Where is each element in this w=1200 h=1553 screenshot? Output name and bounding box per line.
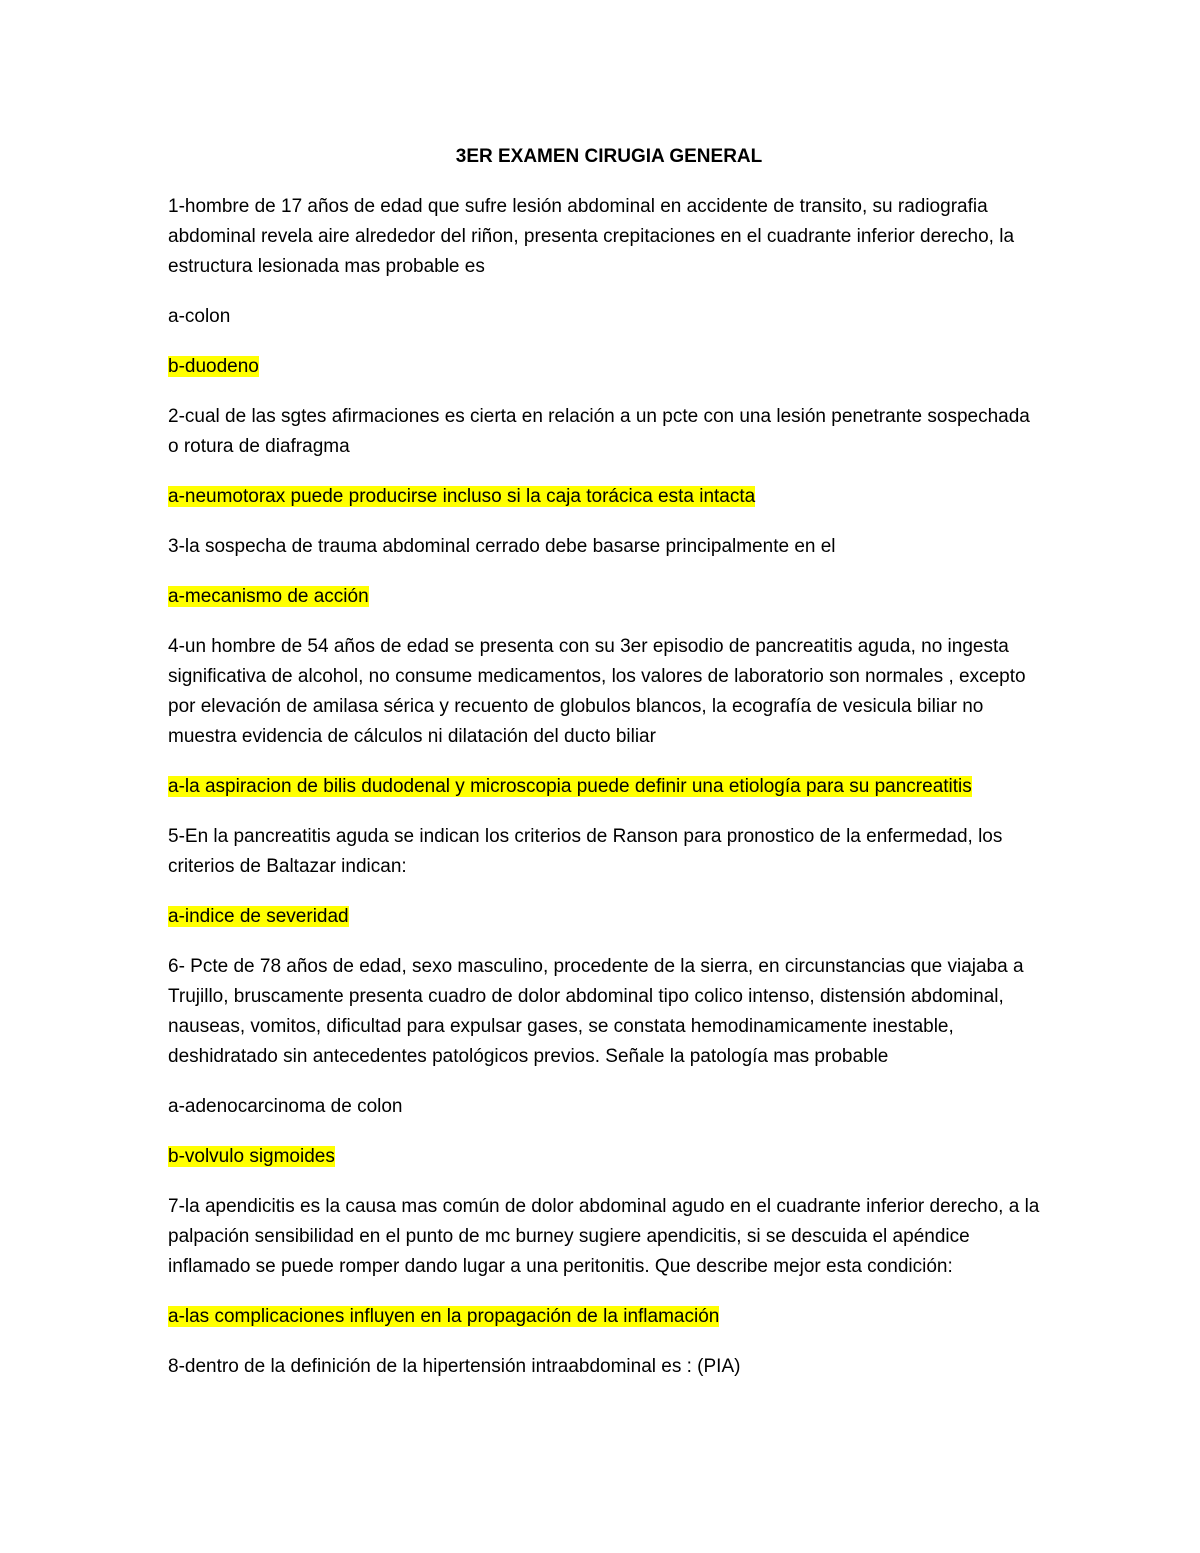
question-5-text: 5-En la pancreatitis aguda se indican los criterios de Ranson para pronostico de la enfermedad, los criterios de Baltazar indican: bbox=[168, 826, 1003, 877]
answer-highlight: a-indice de severidad bbox=[168, 906, 349, 927]
question-2-option-a-answer bbox=[168, 482, 1040, 512]
answer-highlight: a-la aspiracion de bilis dudodenal y microscopia puede definir una etiología para su pancreatitis bbox=[168, 776, 972, 797]
question-3-option-a-answer bbox=[168, 582, 1040, 612]
question-2-text: 2-cual de las sgtes afirmaciones es cierta en relación a un pcte con una lesión penetrante sospechada o rotura de diafragma bbox=[168, 406, 1030, 457]
answer-highlight: a-neumotorax puede producirse incluso si la caja torácica esta intacta bbox=[168, 486, 756, 507]
question-7-text: 7-la apendicitis es la causa mas común de dolor abdominal agudo en el cuadrante inferior derecho, a la palpación sensibilidad en el punto de mc burney sugiere apendicitis, si se descuida el apéndice inflamado se puede romper dando lugar a una peritonitis. Que describe mejor esta condición: bbox=[168, 1196, 1040, 1277]
question-4-text: 4-un hombre de 54 años de edad se presenta con su 3er episodio de pancreatitis aguda, no ingesta significativa de alcohol, no consume medicamentos, los valores de laboratorio son normales , excepto por elevación de amilasa sérica y recuento de globulos blancos, la ecografía de vesicula biliar no muestra evidencia de cálculos ni dilatación del ducto biliar bbox=[168, 636, 1026, 747]
answer-highlight: a-las complicaciones influyen en la propagación de la inflamación bbox=[168, 1306, 720, 1327]
question-1-option-b-answer bbox=[168, 352, 1040, 382]
answer-highlight: a-mecanismo de acción bbox=[168, 586, 369, 607]
question-6-option-a: a-adenocarcinoma de colon bbox=[168, 1096, 403, 1117]
question-4-option-a-answer bbox=[168, 772, 1040, 802]
question-5-option-a-answer bbox=[168, 902, 1040, 932]
question-8-text: 8-dentro de la definición de la hipertensión intraabdominal es : (PIA) bbox=[168, 1356, 741, 1377]
answer-highlight: b-duodeno bbox=[168, 356, 259, 377]
question-6-option-b-answer bbox=[168, 1142, 1040, 1172]
question-1-option-a: a-colon bbox=[168, 306, 231, 327]
question-1-text: 1-hombre de 17 años de edad que sufre lesión abdominal en accidente de transito, su radiografia abdominal revela aire alrededor del riñon, presenta crepitaciones en el cuadrante inferior derecho, la estructura lesionada mas probable es bbox=[168, 196, 1015, 277]
answer-highlight: b-volvulo sigmoides bbox=[168, 1146, 335, 1167]
question-3-text: 3-la sospecha de trauma abdominal cerrado debe basarse principalmente en el bbox=[168, 536, 836, 557]
question-7-option-a-answer bbox=[168, 1302, 1040, 1332]
question-6-text: 6- Pcte de 78 años de edad, sexo masculino, procedente de la sierra, en circunstancias que viajaba a Trujillo, bruscamente presenta cuadro de dolor abdominal tipo colico intenso, distensión abdominal, nauseas, vomitos, dificultad para expulsar gases, se constata hemodinamicamente inestable, deshidratado sin antecedentes patológicos previos. Señale la patología mas probable bbox=[168, 956, 1024, 1067]
document-content bbox=[168, 142, 1040, 1402]
document-title: 3ER EXAMEN CIRUGIA GENERAL bbox=[455, 146, 763, 167]
